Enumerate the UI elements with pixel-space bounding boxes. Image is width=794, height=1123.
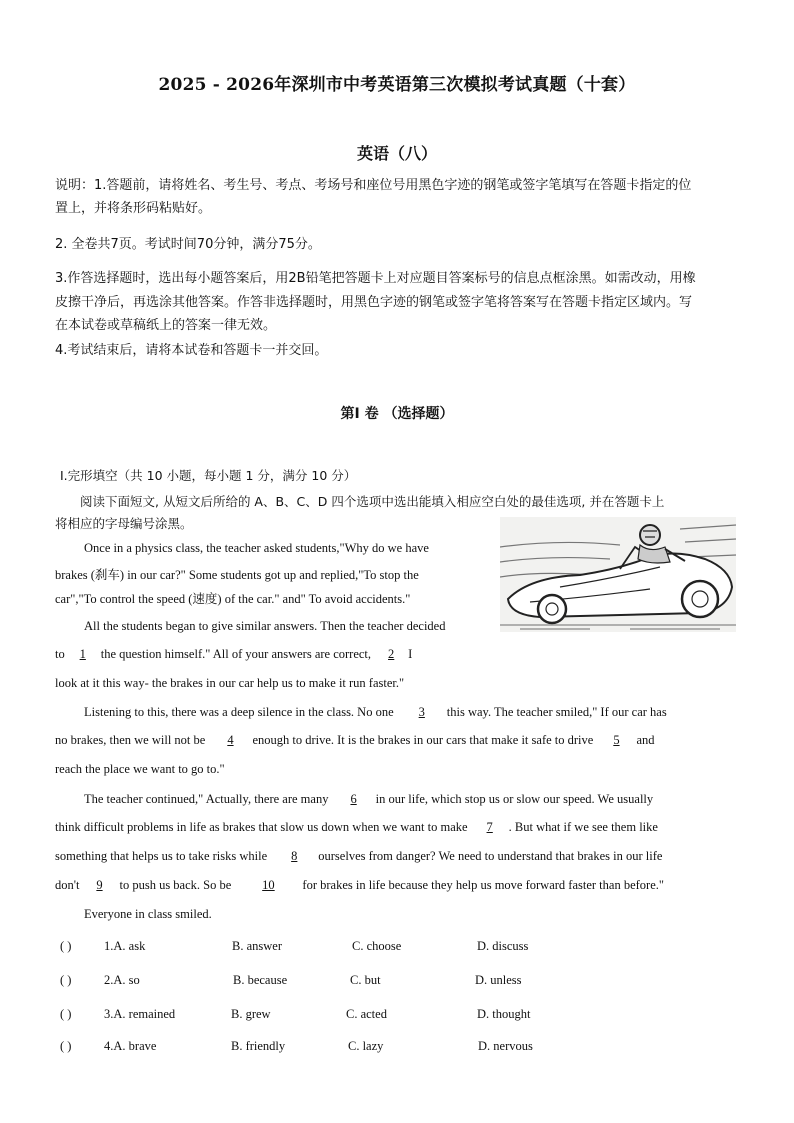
option-d[interactable]: D. thought xyxy=(477,1007,531,1021)
passage-text: . But what if we see them like xyxy=(508,820,658,834)
passage-text: to xyxy=(55,647,65,661)
directions-line-2: 将相应的字母编号涂黑。 xyxy=(55,516,193,531)
passage-line: brakes (刹车) in our car?" Some students got up and replied,"To stop the xyxy=(55,568,419,582)
car-illustration xyxy=(500,517,736,632)
passage-line: look at it this way- the brakes in our car help us to make it run faster." xyxy=(55,676,405,690)
passage-line xyxy=(55,647,412,662)
passage-line: Everyone in class smiled. xyxy=(84,907,212,921)
blank-10: 10 xyxy=(262,878,275,892)
instruction-line-3: 2. 全卷共7页。考试时间70分钟，满分75分。 xyxy=(55,237,321,252)
blank-3: 3 xyxy=(418,705,425,719)
passage-text: think difficult problems in life as brakes that slow us down when we want to make xyxy=(55,820,471,834)
option-b[interactable]: B. friendly xyxy=(231,1039,286,1053)
passage-text: The teacher continued," Actually, there are many xyxy=(84,792,332,806)
answer-bracket[interactable]: ( ) xyxy=(60,1007,72,1021)
option-c[interactable]: C. acted xyxy=(346,1007,387,1021)
passage-text: to push us back. So be xyxy=(119,878,235,892)
instruction-line-7: 4.考试结束后，请将本试卷和答题卡一并交回。 xyxy=(55,343,328,358)
passage-line xyxy=(55,820,658,835)
instruction-line-1: 说明：1.答题前，请将姓名、考生号、考点、考场号和座位号用黑色字迹的钢笔或签字笔填写在答题卡指定的位 xyxy=(55,178,692,193)
passage-line xyxy=(84,792,653,807)
passage-text: this way. The teacher smiled," If our car has xyxy=(446,705,667,719)
instruction-line-5: 皮擦干净后，再选涂其他答案。作答非选择题时，用黑色字迹的钢笔或签字笔将答案写在答题卡指定区域内。写 xyxy=(55,295,693,310)
passage-text: enough to drive. It is the brakes in our cars that make it safe to drive xyxy=(252,733,597,747)
blank-5: 5 xyxy=(613,733,620,747)
answer-bracket[interactable]: ( ) xyxy=(60,1039,72,1053)
answer-bracket[interactable]: ( ) xyxy=(60,973,72,987)
option-a[interactable]: 2.A. so xyxy=(104,973,140,987)
option-c[interactable]: C. but xyxy=(350,973,381,987)
instruction-line-2: 置上，并将条形码粘贴好。 xyxy=(55,201,212,216)
blank-7: 7 xyxy=(486,820,493,834)
blank-6: 6 xyxy=(350,792,357,806)
option-a[interactable]: 4.A. brave xyxy=(104,1039,157,1053)
option-c[interactable]: C. choose xyxy=(352,939,402,953)
option-b[interactable]: B. answer xyxy=(232,939,282,953)
option-d[interactable]: D. nervous xyxy=(478,1039,533,1053)
passage-line xyxy=(84,705,667,720)
instruction-line-6: 在本试卷或草稿纸上的答案一律无效。 xyxy=(55,318,277,333)
passage-text: don't xyxy=(55,878,80,892)
exam-title: 2025 - 2026年深圳市中考英语第三次模拟考试真题（十套） xyxy=(158,75,636,95)
blank-8: 8 xyxy=(291,849,298,863)
option-d[interactable]: D. unless xyxy=(475,973,522,987)
option-a[interactable]: 3.A. remained xyxy=(104,1007,176,1021)
passage-text: in our life, which stop us or slow our speed. We usually xyxy=(375,792,654,806)
passage-text: the question himself." All of your answers are correct, xyxy=(100,647,375,661)
passage-text: I xyxy=(408,647,413,661)
option-a[interactable]: 1.A. ask xyxy=(104,939,146,953)
blank-9: 9 xyxy=(96,878,103,892)
passage-line: Once in a physics class, the teacher asked students,"Why do we have xyxy=(84,541,429,555)
passage-text: no brakes, then we will not be xyxy=(55,733,209,747)
passage-line xyxy=(55,849,662,864)
passage-text: and xyxy=(636,733,655,747)
passage-text: something that helps us to take risks while xyxy=(55,849,271,863)
passage-line: All the students began to give similar answers. Then the teacher decided xyxy=(84,619,446,633)
option-b[interactable]: B. because xyxy=(233,973,288,987)
passage-text: for brakes in life because they help us move forward faster than before." xyxy=(302,878,664,892)
passage-line xyxy=(55,733,655,748)
instruction-line-4: 3.作答选择题时，选出每小题答案后，用2B铅笔把答题卡上对应题目答案标号的信息点框涂黑。如需改动，用橡 xyxy=(55,271,696,286)
passage-line xyxy=(55,878,664,893)
paper-subtitle: 英语（八） xyxy=(356,144,437,163)
option-c[interactable]: C. lazy xyxy=(348,1039,384,1053)
passage-text: ourselves from danger? We need to understand that brakes in our life xyxy=(318,849,663,863)
passage-line: reach the place we want to go to." xyxy=(55,762,225,776)
section-title: 第Ⅰ 卷 （选择题） xyxy=(340,406,454,422)
blank-4: 4 xyxy=(227,733,234,747)
option-d[interactable]: D. discuss xyxy=(477,939,529,953)
passage-line: car","To control the speed (速度) of the car." and" To avoid accidents." xyxy=(55,592,411,606)
answer-bracket[interactable]: ( ) xyxy=(60,939,72,953)
passage-text: Listening to this, there was a deep silence in the class. No one xyxy=(84,705,397,719)
part-heading: Ⅰ.完形填空（共 10 小题，每小题 1 分，满分 10 分） xyxy=(60,468,357,483)
blank-2: 2 xyxy=(388,647,395,661)
option-b[interactable]: B. grew xyxy=(231,1007,271,1021)
directions-line-1: 阅读下面短文, 从短文后所给的 A、B、C、D 四个选项中选出能填入相应空白处的最佳选项, 并在答题卡上 xyxy=(80,494,665,509)
blank-1: 1 xyxy=(79,647,86,661)
